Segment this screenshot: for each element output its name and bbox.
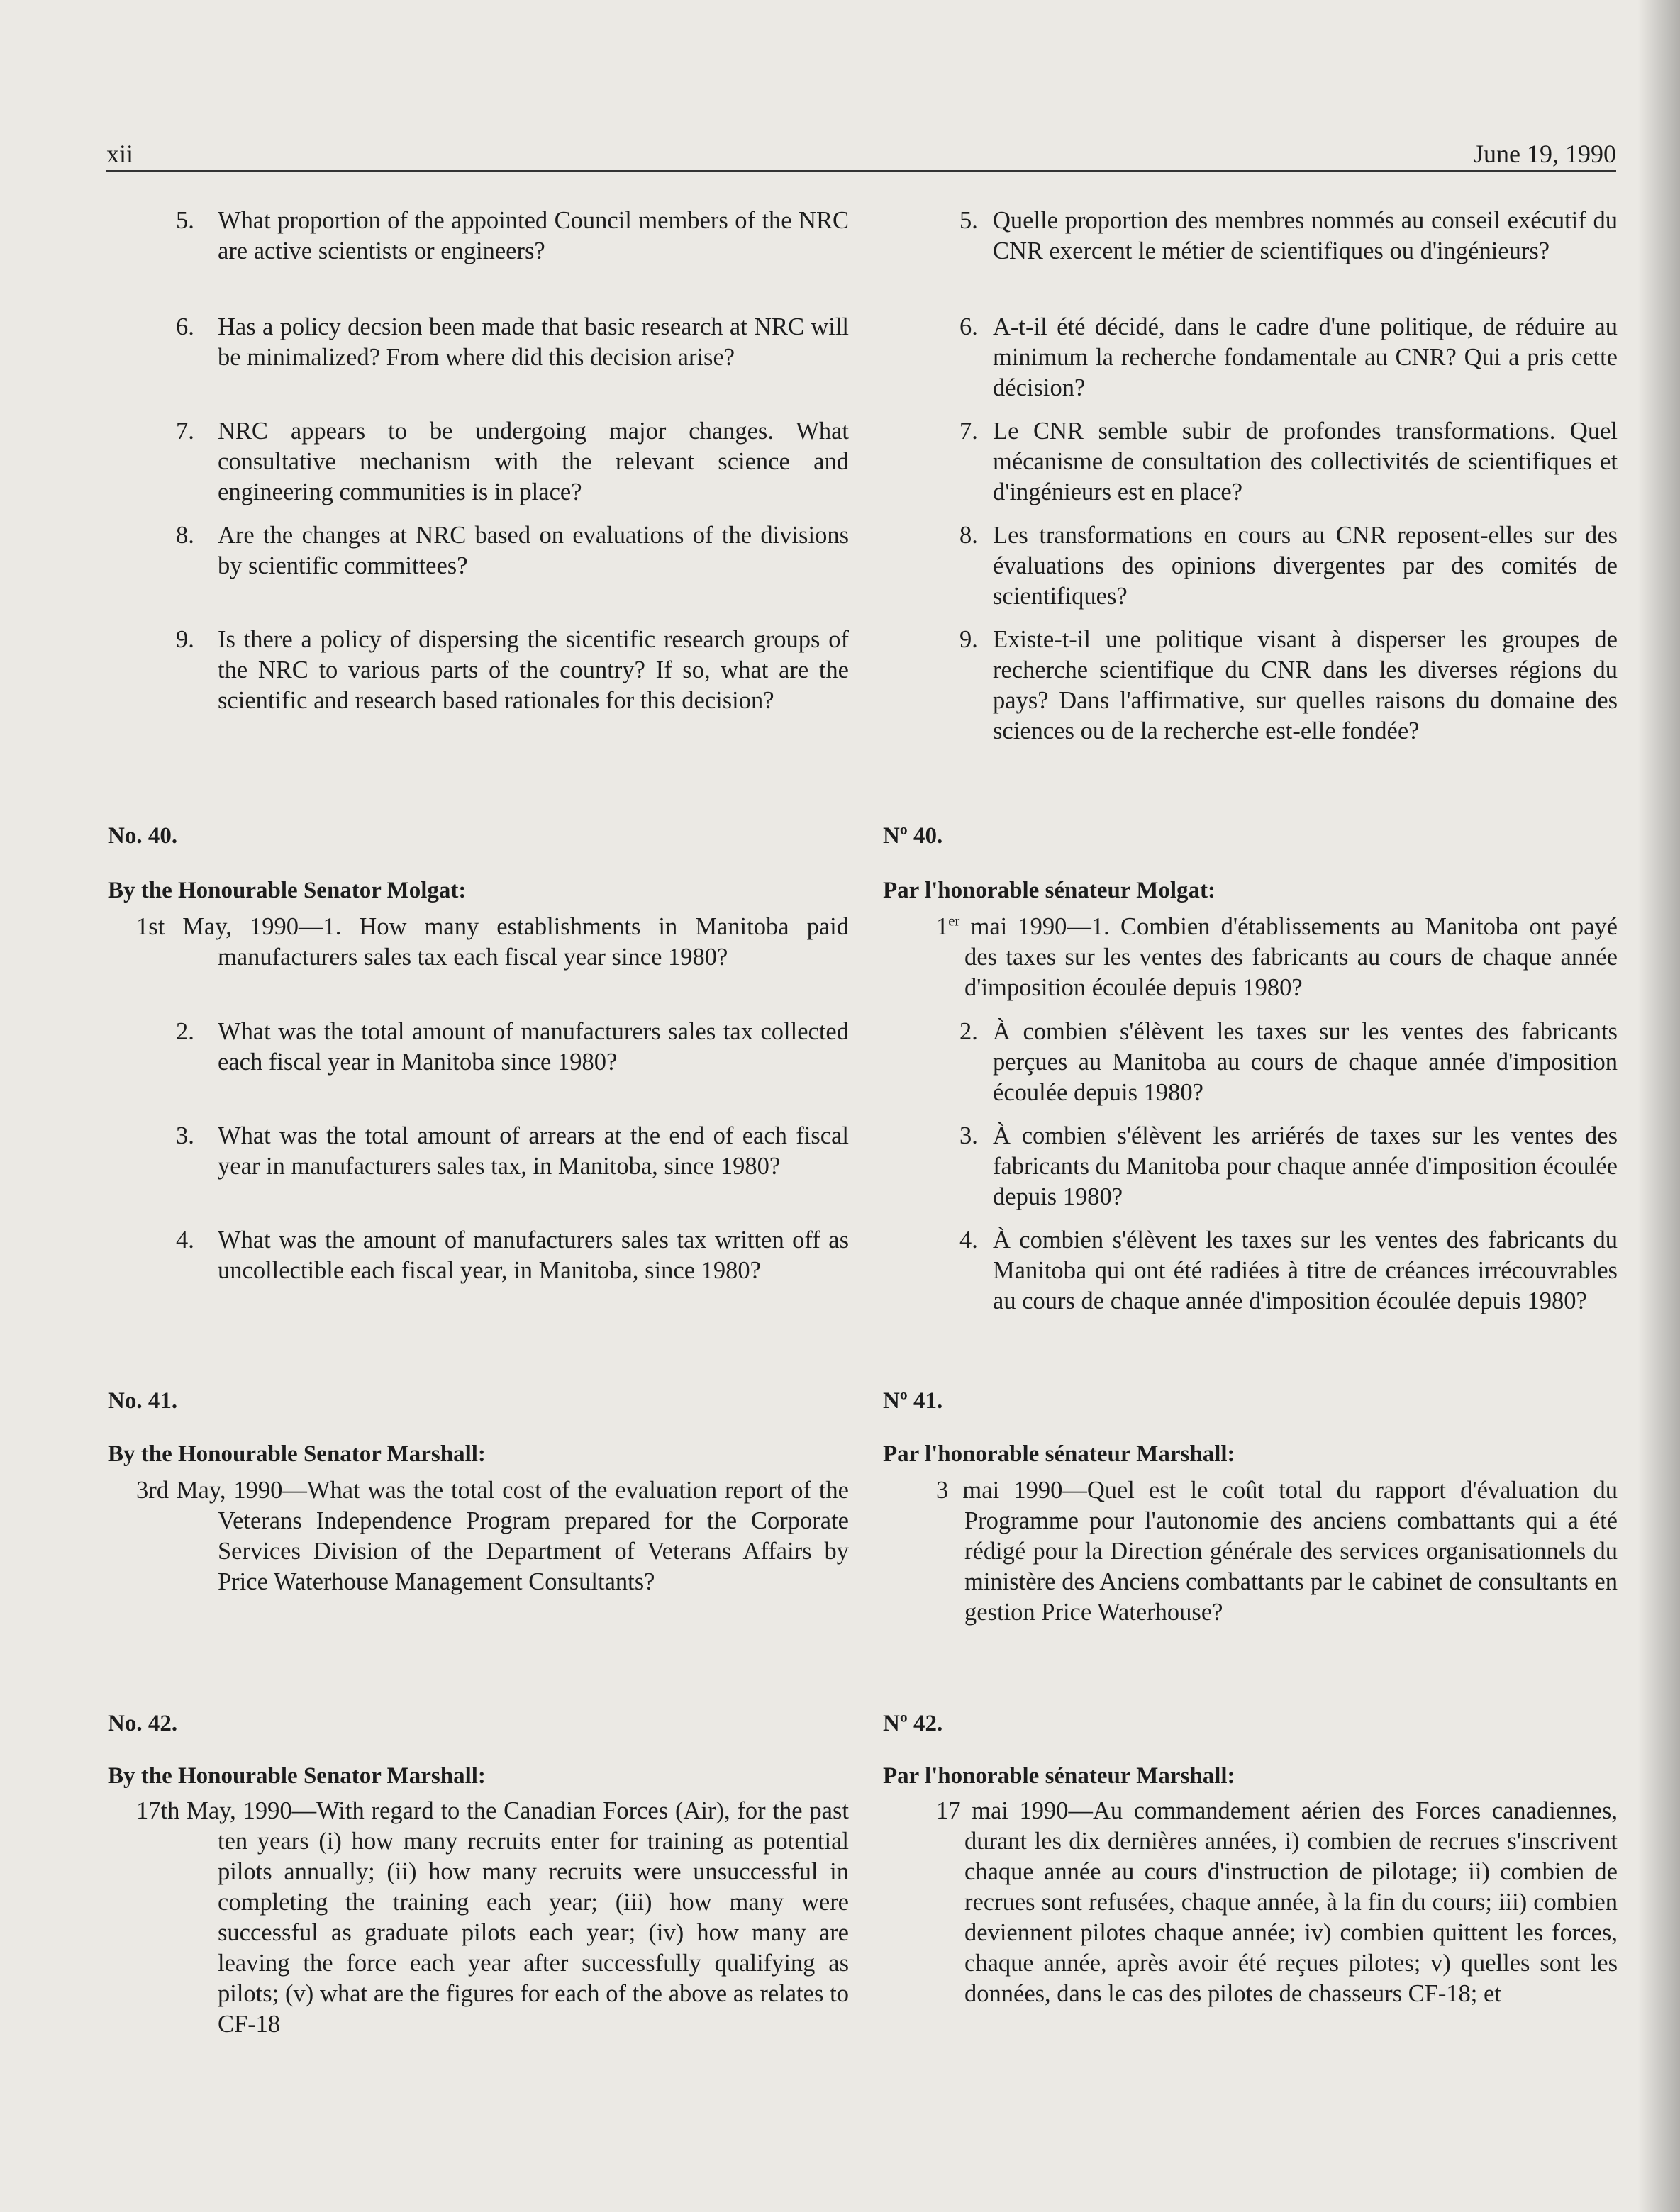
senator-heading: Par l'honorable sénateur Marshall: bbox=[883, 1441, 1235, 1467]
question-item: 9. Is there a policy of dispersing the sicentific research groups of the NRC to various parts of the country? If so, what are the scientific and research based rationales for this decision? bbox=[176, 626, 849, 714]
question-item: 17 mai 1990—Au commandement aérien des Forces canadiennes, durant les dix dernières années, i) combien de recrues s'inscrivent chaque année au cours d'instruction de pilotage; ii) combien de recrues sont refusées, chaque année, à la fin du cours; iii) combien deviennent pilotes chaque année; iv) combien quittent les forces, chaque année, après avoir été reçues pilotes; v) quelles sont les données, dans le cas des pilotes de chasseurs CF-18; et bbox=[936, 1797, 1618, 2007]
senator-heading: Par l'honorable sénateur Marshall: bbox=[883, 1763, 1235, 1789]
page-number: xii bbox=[106, 140, 134, 168]
question-item: 4. What was the amount of manufacturers sales tax written off as uncollectible each fiscal year, in Manitoba, since 1980? bbox=[176, 1227, 849, 1284]
senator-heading: By the Honourable Senator Molgat: bbox=[108, 878, 467, 903]
senator-heading: By the Honourable Senator Marshall: bbox=[108, 1763, 486, 1789]
question-item: 7. NRC appears to be undergoing major changes. What consultative mechanism with the relevant science and engineering communities is in place? bbox=[176, 418, 849, 505]
question-item: 3. À combien s'élèvent les arriérés de taxes sur les ventes des fabricants du Manitoba pour chaque année d'imposition écoulée depuis 1980? bbox=[959, 1122, 1618, 1210]
page-date: June 19, 1990 bbox=[1474, 140, 1616, 168]
question-item: 5. Quelle proportion des membres nommés au conseil exécutif du CNR exercent le métier de scientifiques ou d'ingénieurs? bbox=[959, 207, 1618, 264]
question-item: 8. Are the changes at NRC based on evaluations of the divisions by scientific committees? bbox=[176, 522, 849, 579]
question-number: No. 41. bbox=[108, 1388, 178, 1414]
question-number: No. 42. bbox=[108, 1711, 178, 1736]
question-item: 3rd May, 1990—What was the total cost of the evaluation report of the Veterans Independence Program prepared for the Corporate Services Division of the Department of Veterans Affairs by Price Waterhouse Management Consultants? bbox=[136, 1477, 849, 1595]
header-rule bbox=[106, 170, 1616, 172]
question-number: No. 40. bbox=[108, 823, 178, 849]
question-item: 1st May, 1990—1. How many establishments in Manitoba paid manufacturers sales tax each fiscal year since 1980? bbox=[136, 913, 849, 971]
question-item: 1er mai 1990—1. Combien d'établissements au Manitoba ont payé des taxes sur les ventes des fabricants au cours de chaque année d'imposition écoulée depuis 1980? bbox=[936, 913, 1618, 1001]
question-item: 2. What was the total amount of manufacturers sales tax collected each fiscal year in Manitoba since 1980? bbox=[176, 1018, 849, 1076]
question-item: 6. Has a policy decsion been made that basic research at NRC will be minimalized? From where did this decision arise? bbox=[176, 313, 849, 371]
question-item: 3. What was the total amount of arrears at the end of each fiscal year in manufacturers sales tax, in Manitoba, since 1980? bbox=[176, 1122, 849, 1180]
question-number: Nº 40. bbox=[883, 823, 943, 849]
question-number: Nº 41. bbox=[883, 1388, 943, 1414]
question-item: 7. Le CNR semble subir de profondes transformations. Quel mécanisme de consultation des collectivités de scientifiques et d'ingénieurs est en place? bbox=[959, 418, 1618, 505]
senator-heading: By the Honourable Senator Marshall: bbox=[108, 1441, 486, 1467]
page-edge-shadow bbox=[1637, 0, 1680, 2212]
senator-heading: Par l'honorable sénateur Molgat: bbox=[883, 878, 1216, 903]
question-item: 8. Les transformations en cours au CNR reposent-elles sur des évaluations des opinions divergentes par des comités de scientifiques? bbox=[959, 522, 1618, 610]
question-item: 2. À combien s'élèvent les taxes sur les ventes des fabricants perçues au Manitoba au cours de chaque année d'imposition écoulée depuis 1980? bbox=[959, 1018, 1618, 1106]
question-item: 4. À combien s'élèvent les taxes sur les ventes des fabricants du Manitoba qui ont été radiées à titre de créances irrécouvrables au cours de chaque année d'imposition écoulée depuis 1980? bbox=[959, 1227, 1618, 1314]
question-item: 5. What proportion of the appointed Council members of the NRC are active scientists or engineers? bbox=[176, 207, 849, 264]
question-item: 3 mai 1990—Quel est le coût total du rapport d'évaluation du Programme pour l'autonomie des anciens combattants qui a été rédigé pour la Direction générale des services organisationnels du ministère des Anciens combattants par le cabinet de consultants en gestion Price Waterhouse? bbox=[936, 1477, 1618, 1626]
question-item: 9. Existe-t-il une politique visant à disperser les groupes de recherche scientifique du CNR dans les diverses régions du pays? Dans l'affirmative, sur quelles raisons du domaine des sciences ou de la recherche est-elle fondée? bbox=[959, 626, 1618, 744]
question-number: Nº 42. bbox=[883, 1711, 943, 1736]
question-item: 6. A-t-il été décidé, dans le cadre d'une politique, de réduire au minimum la recherche fondamentale au CNR? Qui a pris cette décision? bbox=[959, 313, 1618, 401]
question-item: 17th May, 1990—With regard to the Canadian Forces (Air), for the past ten years (i) how many recruits enter for training as potential pilots annually; (ii) how many recruits were unsuccessful in completing the training each year; (iii) how many were successful as graduate pilots each year; (iv) how many are leaving the force each year after successfully qualifying as pilots; (v) what are the figures for each of the above as relates to CF-18 bbox=[136, 1797, 849, 2038]
